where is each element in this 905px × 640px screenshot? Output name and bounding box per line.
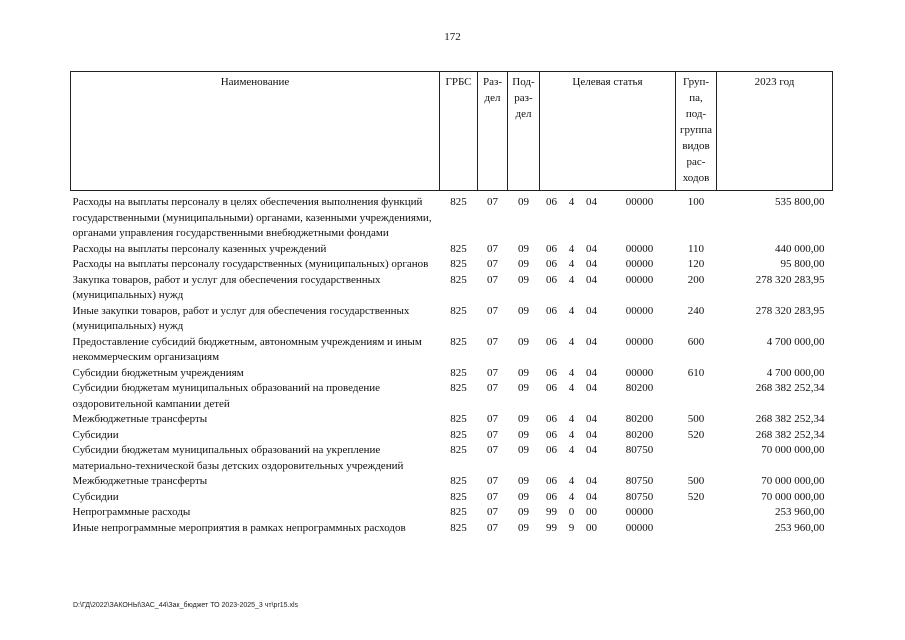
row-razdel: 07 bbox=[487, 490, 498, 503]
row-target-program: 06 bbox=[546, 382, 557, 394]
row-name: Межбюджетные трансферты bbox=[72, 413, 208, 425]
row-target-direction: 80200 bbox=[625, 428, 654, 441]
row-expense-group: 240 bbox=[687, 304, 705, 317]
row-expense-group: 500 bbox=[687, 475, 705, 487]
row-podrazdel: 09 bbox=[518, 444, 529, 456]
row-name: Расходы на выплаты персоналу казенных учреждений bbox=[72, 242, 327, 255]
row-expense-group: 520 bbox=[687, 490, 705, 503]
table-row bbox=[71, 490, 833, 506]
row-podrazdel: 09 bbox=[518, 428, 529, 441]
row-target-program: 06 bbox=[546, 304, 557, 317]
row-amount: 278 320 283,95 bbox=[755, 273, 825, 286]
row-amount: 268 382 252,34 bbox=[755, 382, 825, 394]
row-name: Закупка товаров, работ и услуг для обеспечения государственных (муниципальных) нужд bbox=[72, 273, 381, 301]
row-amount: 95 800,00 bbox=[780, 258, 825, 270]
row-target-subprogram: 4 bbox=[568, 428, 575, 441]
row-amount: 268 382 252,34 bbox=[755, 413, 825, 425]
header-expense-group: Груп- па, под- группа видов рас- ходов bbox=[676, 72, 717, 191]
row-target-event: 04 bbox=[586, 196, 597, 208]
row-target-program: 06 bbox=[546, 475, 557, 487]
row-podrazdel: 09 bbox=[518, 196, 529, 208]
row-target-subprogram: 4 bbox=[568, 444, 575, 456]
row-razdel: 07 bbox=[487, 475, 498, 487]
row-expense-group: 100 bbox=[687, 196, 705, 208]
row-target-event: 00 bbox=[586, 506, 597, 518]
row-expense-group bbox=[676, 505, 717, 521]
row-razdel: 07 bbox=[487, 366, 498, 379]
row-target-direction: 00000 bbox=[625, 506, 654, 518]
row-razdel: 07 bbox=[487, 258, 498, 270]
row-target-event: 04 bbox=[586, 475, 597, 487]
row-grbs: 825 bbox=[450, 428, 467, 441]
row-target-event: 04 bbox=[586, 490, 597, 503]
row-expense-group bbox=[676, 381, 717, 412]
table-row bbox=[71, 412, 833, 428]
row-target-direction: 80750 bbox=[625, 444, 654, 456]
header-grbs: ГРБС bbox=[440, 72, 478, 191]
row-target-event: 04 bbox=[586, 273, 597, 286]
row-grbs: 825 bbox=[450, 273, 467, 286]
row-target-subprogram: 4 bbox=[568, 475, 575, 487]
row-name: Субсидии бюджетным учреждениям bbox=[72, 366, 244, 379]
row-target-direction: 00000 bbox=[625, 273, 654, 286]
row-name: Предоставление субсидий бюджетным, автономным учреждениям и иным некоммерческим организациям bbox=[72, 335, 422, 363]
row-expense-group bbox=[676, 521, 717, 537]
row-expense-group: 110 bbox=[687, 242, 705, 255]
row-podrazdel: 09 bbox=[518, 490, 529, 503]
row-expense-group: 600 bbox=[687, 335, 705, 348]
row-target-subprogram: 0 bbox=[568, 506, 575, 518]
row-target-subprogram: 9 bbox=[568, 521, 575, 534]
row-razdel: 07 bbox=[487, 335, 498, 348]
row-amount: 278 320 283,95 bbox=[755, 304, 825, 317]
row-target-event: 04 bbox=[586, 382, 597, 394]
row-amount: 440 000,00 bbox=[775, 242, 825, 255]
row-grbs: 825 bbox=[450, 242, 467, 255]
row-amount: 535 800,00 bbox=[775, 196, 825, 208]
row-target-subprogram: 4 bbox=[568, 490, 575, 503]
row-target-program: 06 bbox=[546, 196, 557, 208]
row-grbs: 825 bbox=[450, 413, 467, 425]
row-expense-group: 520 bbox=[687, 428, 705, 441]
table-row bbox=[71, 257, 833, 273]
row-podrazdel: 09 bbox=[518, 475, 529, 487]
row-razdel: 07 bbox=[487, 196, 498, 208]
row-name: Расходы на выплаты персоналу государственных (муниципальных) органов bbox=[72, 258, 429, 270]
row-podrazdel: 09 bbox=[518, 242, 529, 255]
row-podrazdel: 09 bbox=[518, 258, 529, 270]
row-amount: 70 000 000,00 bbox=[761, 444, 825, 456]
row-target-program: 06 bbox=[546, 335, 557, 348]
row-grbs: 825 bbox=[450, 444, 467, 456]
row-target-program: 06 bbox=[546, 444, 557, 456]
row-expense-group: 120 bbox=[687, 258, 705, 270]
row-grbs: 825 bbox=[450, 521, 467, 534]
row-podrazdel: 09 bbox=[518, 304, 529, 317]
row-target-direction: 00000 bbox=[625, 335, 654, 348]
row-name: Субсидии бюджетам муниципальных образований на укрепление материально-технической базы детских оздоровительных учреждений bbox=[72, 444, 404, 472]
page-number: 172 bbox=[444, 31, 461, 43]
row-grbs: 825 bbox=[450, 304, 467, 317]
table-row bbox=[71, 191, 833, 242]
row-amount: 70 000 000,00 bbox=[761, 490, 825, 503]
row-grbs: 825 bbox=[450, 506, 467, 518]
row-grbs: 825 bbox=[450, 196, 467, 208]
row-target-direction: 80200 bbox=[625, 413, 654, 425]
row-target-direction: 80200 bbox=[625, 382, 654, 394]
row-target-subprogram: 4 bbox=[568, 273, 575, 286]
row-target-subprogram: 4 bbox=[568, 196, 575, 208]
row-razdel: 07 bbox=[487, 521, 498, 534]
row-podrazdel: 09 bbox=[518, 273, 529, 286]
row-name: Межбюджетные трансферты bbox=[72, 475, 208, 487]
row-target-event: 04 bbox=[586, 335, 597, 348]
row-razdel: 07 bbox=[487, 304, 498, 317]
row-podrazdel: 09 bbox=[518, 521, 529, 534]
row-target-program: 06 bbox=[546, 428, 557, 441]
row-grbs: 825 bbox=[450, 475, 467, 487]
row-amount: 253 960,00 bbox=[775, 506, 825, 518]
row-name: Субсидии bbox=[72, 490, 119, 503]
table-row bbox=[71, 521, 833, 537]
header-target-article: Целевая статья bbox=[540, 72, 676, 191]
row-target-subprogram: 4 bbox=[568, 366, 575, 379]
table-row bbox=[71, 366, 833, 382]
row-podrazdel: 09 bbox=[518, 413, 529, 425]
row-amount: 253 960,00 bbox=[775, 521, 825, 534]
header-year: 2023 год bbox=[717, 72, 833, 191]
row-razdel: 07 bbox=[487, 382, 498, 394]
budget-table bbox=[70, 71, 833, 536]
row-expense-group: 200 bbox=[687, 273, 705, 286]
row-target-event: 04 bbox=[586, 304, 597, 317]
row-amount: 4 700 000,00 bbox=[766, 335, 825, 348]
row-target-direction: 00000 bbox=[625, 258, 654, 270]
row-target-subprogram: 4 bbox=[568, 258, 575, 270]
row-target-event: 04 bbox=[586, 258, 597, 270]
row-razdel: 07 bbox=[487, 273, 498, 286]
row-amount: 4 700 000,00 bbox=[766, 366, 825, 379]
row-target-subprogram: 4 bbox=[568, 242, 575, 255]
row-target-program: 06 bbox=[546, 242, 557, 255]
row-grbs: 825 bbox=[450, 366, 467, 379]
row-name: Иные непрограммные мероприятия в рамках непрограммных расходов bbox=[72, 521, 406, 534]
row-target-direction: 00000 bbox=[625, 196, 654, 208]
row-name: Субсидии бюджетам муниципальных образований на проведение оздоровительной кампании детей bbox=[72, 382, 381, 410]
row-target-subprogram: 4 bbox=[568, 335, 575, 348]
header-razdel: Раз- дел bbox=[478, 72, 508, 191]
row-podrazdel: 09 bbox=[518, 366, 529, 379]
row-target-subprogram: 4 bbox=[568, 304, 575, 317]
row-name: Расходы на выплаты персоналу в целях обеспечения выполнения функций государственными (муниципальными) органами, казенными учреждениями, органами управления государственными внебюджетными фондами bbox=[72, 196, 432, 239]
row-razdel: 07 bbox=[487, 242, 498, 255]
row-podrazdel: 09 bbox=[518, 382, 529, 394]
row-target-event: 04 bbox=[586, 444, 597, 456]
row-expense-group: 610 bbox=[687, 366, 705, 379]
row-target-direction: 00000 bbox=[625, 366, 654, 379]
row-razdel: 07 bbox=[487, 506, 498, 518]
row-podrazdel: 09 bbox=[518, 506, 529, 518]
row-podrazdel: 09 bbox=[518, 335, 529, 348]
file-path: D:\ГД\2022\ЗАКОНЫ\ЗАС_44\Зак_бюджет ТО 2023-2025_3 чт\pr15.xls bbox=[73, 602, 299, 609]
row-target-program: 06 bbox=[546, 366, 557, 379]
row-expense-group: 500 bbox=[687, 413, 705, 425]
row-target-event: 00 bbox=[586, 521, 597, 534]
row-target-subprogram: 4 bbox=[568, 413, 575, 425]
row-grbs: 825 bbox=[450, 382, 467, 394]
row-grbs: 825 bbox=[450, 490, 467, 503]
row-target-direction: 00000 bbox=[625, 304, 654, 317]
row-target-direction: 80750 bbox=[625, 475, 654, 487]
row-amount: 268 382 252,34 bbox=[755, 428, 825, 441]
table-row bbox=[71, 335, 833, 366]
row-target-direction: 00000 bbox=[625, 242, 654, 255]
row-target-event: 04 bbox=[586, 428, 597, 441]
row-target-program: 06 bbox=[546, 413, 557, 425]
row-target-program: 99 bbox=[546, 506, 557, 518]
row-target-direction: 00000 bbox=[625, 521, 654, 534]
table-row bbox=[71, 474, 833, 490]
row-name: Непрограммные расходы bbox=[72, 506, 191, 518]
row-name: Субсидии bbox=[72, 428, 119, 441]
row-target-event: 04 bbox=[586, 366, 597, 379]
table-row bbox=[71, 505, 833, 521]
table-body bbox=[71, 191, 833, 537]
table-row bbox=[71, 242, 833, 258]
row-grbs: 825 bbox=[450, 335, 467, 348]
row-target-program: 06 bbox=[546, 273, 557, 286]
row-name: Иные закупки товаров, работ и услуг для обеспечения государственных (муниципальных) нужд bbox=[72, 304, 410, 332]
row-target-subprogram: 4 bbox=[568, 382, 575, 394]
table-row bbox=[71, 428, 833, 444]
row-target-direction: 80750 bbox=[625, 490, 654, 503]
row-razdel: 07 bbox=[487, 444, 498, 456]
table-header-row bbox=[71, 72, 833, 191]
table-row bbox=[71, 443, 833, 474]
header-name: Наименование bbox=[71, 72, 440, 191]
row-target-program: 99 bbox=[546, 521, 557, 534]
header-podrazdel: Под- раз- дел bbox=[508, 72, 540, 191]
row-grbs: 825 bbox=[450, 258, 467, 270]
table-row bbox=[71, 304, 833, 335]
row-expense-group bbox=[676, 443, 717, 474]
row-target-program: 06 bbox=[546, 258, 557, 270]
row-amount: 70 000 000,00 bbox=[761, 475, 825, 487]
table-row bbox=[71, 273, 833, 304]
table-row bbox=[71, 381, 833, 412]
row-target-event: 04 bbox=[586, 242, 597, 255]
row-target-program: 06 bbox=[546, 490, 557, 503]
row-razdel: 07 bbox=[487, 413, 498, 425]
row-razdel: 07 bbox=[487, 428, 498, 441]
row-target-event: 04 bbox=[586, 413, 597, 425]
